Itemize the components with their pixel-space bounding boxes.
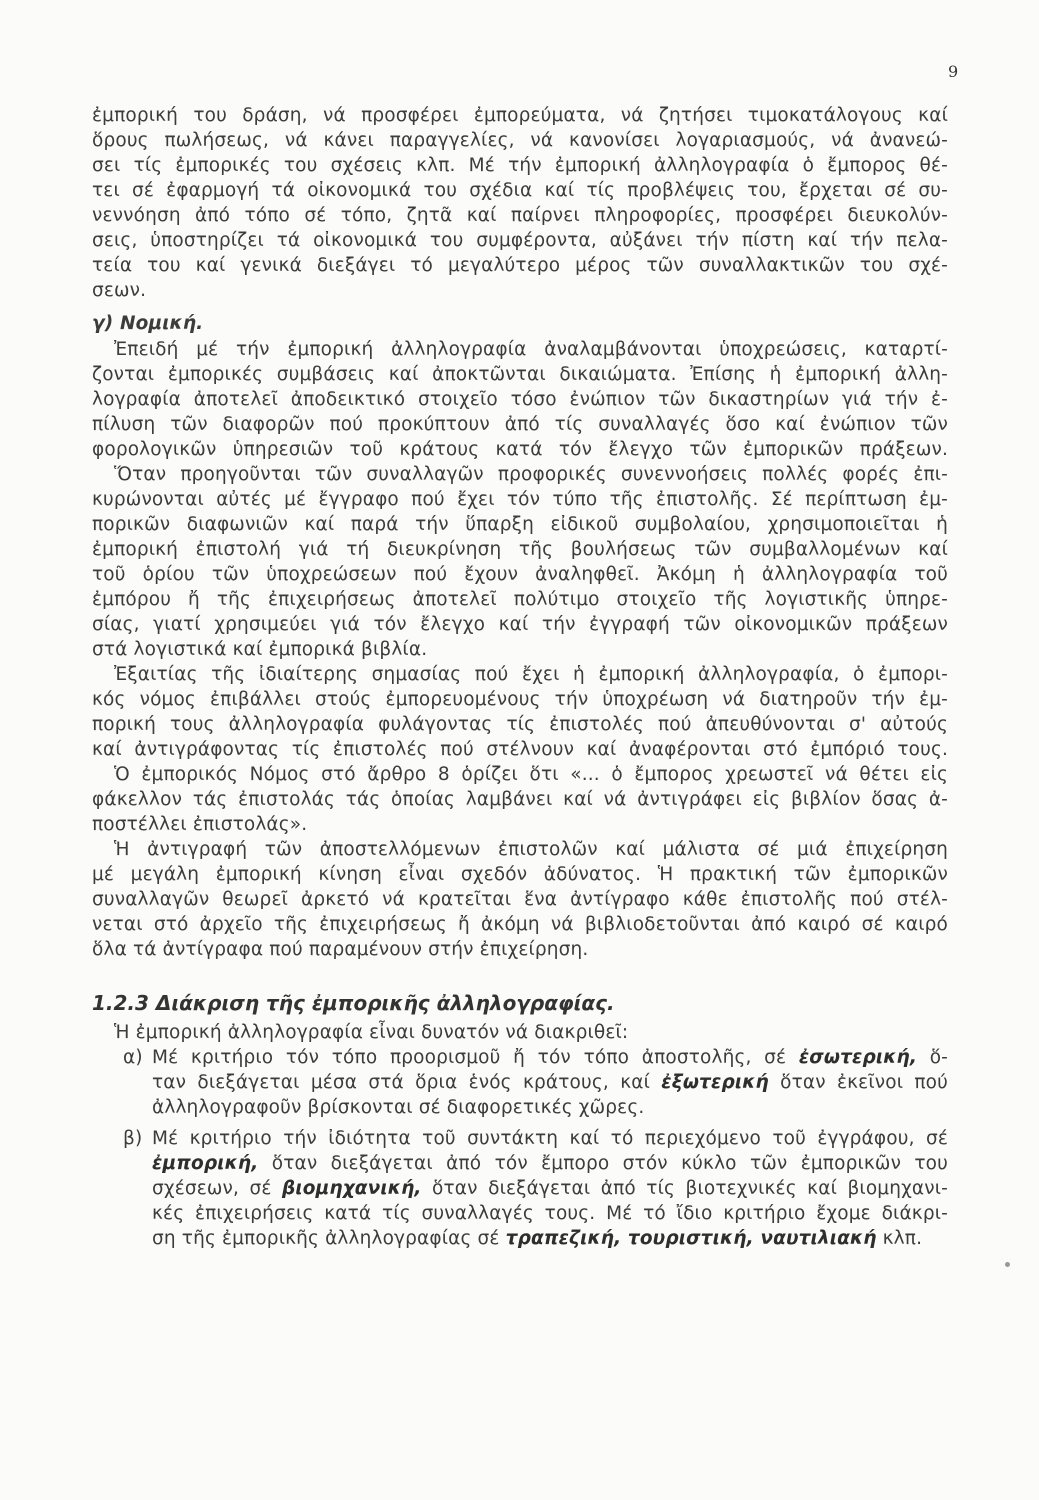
term-commercial: ἐμπορική, (152, 1153, 259, 1174)
scan-speck (1005, 1262, 1010, 1267)
text-line: μέ μεγάλη ἐμπορική κίνηση εἶναι σχεδόν ἀδύνατος. Ἡ πρακτική τῶν ἐμπορικῶν (92, 864, 948, 885)
text-line: σεις, ὑποστηρίζει τά οἰκονομικά του συμφέροντα, αὐξάνει τήν πίστη καί τήν πελα- (92, 230, 948, 251)
text-line: στά λογιστικά καί ἐμπορικά βιβλία. (92, 639, 428, 660)
text-line: Ἡ ἀντιγραφή τῶν ἀποστελλόμενων ἐπιστολῶν καί μάλιστα σέ μιά ἐπιχείρηση (114, 839, 948, 860)
intro-line: Ἡ ἐμπορική ἀλληλογραφία εἶναι δυνατόν νά διακριθεῖ: (114, 1022, 629, 1043)
subheading-legal: γ) Νομική. (92, 313, 204, 334)
list-item-line (92, 1045, 948, 1070)
text-line: συναλλαγῶν θεωρεῖ ἀρκετό νά κρατεῖται ἕνα ἀντίγραφο κάθε ἐπιστολῆς πού στέλ- (92, 889, 948, 910)
text-line: ἐμπορική ἐπιστολή γιά τή διευκρίνηση τῆς βουλήσεως τῶν συμβαλλομένων καί (92, 539, 948, 560)
text-line: Ὅταν προηγοῦνται τῶν συναλλαγῶν προφορικές συνεννοήσεις πολλές φορές ἐπι- (114, 464, 948, 485)
text-line: λογραφία ἀποτελεῖ ἀποδεικτικό στοιχεῖο τόσο ἐνώπιον τῶν δικαστηρίων γιά τήν ἐ- (92, 389, 948, 410)
text-line: νεννόηση ἀπό τόπο σέ τόπο, ζητᾶ καί παίρνει πληροφορίες, προσφέρει διευκολύν- (92, 205, 948, 226)
text-line: πορικῶν διαφωνιῶν καί παρά τήν ὕπαρξη εἰδικοῦ συμβολαίου, χρησιμοποιεῖται ἡ (92, 514, 948, 535)
terms-banking-tourism-shipping: τραπεζική, τουριστική, ναυτιλιακή (505, 1228, 877, 1249)
text-line: πορική τους ἀλληλογραφία φυλάγοντας τίς ἐπιστολές πού ἀπευθύνονται σ' αὐτούς (92, 714, 948, 735)
section-heading: 1.2.3 Διάκριση τῆς ἐμπορικῆς ἀλληλογραφίας. (92, 991, 615, 1015)
paragraph-5 (92, 762, 948, 837)
text-line: ἐμπορική του δράση, νά προσφέρει ἐμπορεύματα, νά ζητήσει τιμοκατάλογους καί (92, 105, 948, 126)
text-line: σίας, γιατί χρησιμεύει γιά τόν ἔλεγχο καί τήν ἐγγραφή τῶν οἰκονομικῶν πράξεων (92, 614, 948, 635)
text-line: Ἐπειδή μέ τήν ἐμπορική ἀλληλογραφία ἀναλαμβάνονται ὑποχρεώσεις, καταρτί- (114, 339, 948, 360)
text-line: ποστέλλει ἐπιστολάς». (92, 814, 308, 835)
text-line: ζονται ἐμπορικές συμβάσεις καί ἀποκτῶνται δικαιώματα. Ἐπίσης ἡ ἐμπορική ἀλλη- (92, 364, 948, 385)
paragraph-2 (92, 337, 948, 462)
list-item-line: ταν διεξάγεται μέσα στά ὅρια ἑνός κράτους, καί ἐξωτερική ὅταν ἐκεῖνοι πού (152, 1072, 948, 1093)
list-item-text: Μέ κριτήριο τήν ἰδιότητα τοῦ συντάκτη καί τό περιεχόμενο τοῦ ἐγγράφου, σέ (152, 1128, 948, 1149)
text-line: τεία του καί γενικά διεξάγει τό μεγαλύτερο μέρος τῶν συναλλακτικῶν του σχέ- (92, 255, 948, 276)
paragraph-3 (92, 462, 948, 662)
page-body (92, 103, 948, 1251)
text-line: ἐμπόρου ἤ τῆς ἐπιχειρήσεως ἀποτελεῖ πολύτιμο στοιχεῖο τῆς λογιστικῆς ὑπηρε- (92, 589, 948, 610)
paragraph-4 (92, 662, 948, 762)
term-foreign: ἐξωτερική (661, 1072, 769, 1093)
list-item-line: ση τῆς ἐμπορικῆς ἀλληλογραφίας σέ τραπεζική, τουριστική, ναυτιλιακή κλπ. (152, 1228, 923, 1249)
text-line: Ὁ ἐμπορικός Νόμος στό ἄρθρο 8 ὁρίζει ὅτι «... ὁ ἔμπορος χρεωστεῖ νά θέτει εἰς (114, 764, 948, 785)
list-marker: β) (123, 1128, 143, 1149)
text-line: ὅλα τά ἀντίγραφα πού παραμένουν στήν ἐπιχείρηση. (92, 939, 589, 960)
page-number: 9 (948, 62, 959, 81)
list-item-line: ἀλληλογραφοῦν βρίσκονται σέ διαφορετικές χῶρες. (152, 1097, 645, 1118)
text-line: καί ἀντιγράφοντας τίς ἐπιστολές πού στέλνουν καί ἀναφέρονται στό ἐμπόριό τους. (92, 739, 948, 760)
text-line: κός νόμος ἐπιβάλλει στούς ἐμπορευομένους τήν ὑποχρέωση νά διατηροῦν τήν ἐμ- (92, 689, 948, 710)
text-line: φάκελλον τάς ἐπιστολάς τάς ὁποίας λαμβάνει καί νά ἀντιγράφει εἰς βιβλίον ὅσας ἀ- (92, 789, 948, 810)
text-line: πίλυση τῶν διαφορῶν πού προκύπτουν ἀπό τίς συναλλαγές ὅσο καί ἐνώπιον τῶν (92, 414, 948, 435)
list-item-b (92, 1126, 948, 1251)
text-line: σει τίς ἐμπορικές του σχέσεις κλπ. Μέ τήν ἐμπορική ἀλληλογραφία ὁ ἔμπορος θέ- (92, 155, 948, 176)
text-line: τοῦ ὁρίου τῶν ὑποχρεώσεων πού ἔχουν ἀναληφθεῖ. Ἀκόμη ἡ ἀλληλογραφία τοῦ (92, 564, 948, 585)
text-line: νεται στό ἀρχεῖο τῆς ἐπιχειρήσεως ἤ ἀκόμη νά βιβλιοδετοῦνται ἀπό καιρό σέ καιρό (92, 914, 948, 935)
text-line: ὅρους πωλήσεως, νά κάνει παραγγελίες, νά κανονίσει λογαριασμούς, νά ἀνανεώ- (92, 130, 948, 151)
text-line: φορολογικῶν ὑπηρεσιῶν τοῦ κράτους κατά τόν ἔλεγχο τῶν ἐμπορικῶν πράξεων. (92, 439, 948, 460)
list-item-line: σχέσεων, σέ βιομηχανική, ὅταν διεξάγεται ἀπό τίς βιοτεχνικές καί βιομηχανι- (152, 1178, 948, 1199)
text-line: σεων. (92, 280, 147, 301)
text-line: τει σέ ἐφαρμογή τά οἰκονομικά του σχέδια καί τίς προβλέψεις του, ἔρχεται σέ συ- (92, 180, 948, 201)
term-domestic: ἐσωτερική, (798, 1047, 918, 1068)
list-item-text: Μέ κριτήριο τόν τόπο προορισμοῦ ἤ τόν τόπο ἀποστολῆς, σέ ἐσωτερική, ὅ- (152, 1047, 948, 1068)
text-line: Ἐξαιτίας τῆς ἰδιαίτερης σημασίας πού ἔχει ἡ ἐμπορική ἀλληλογραφία, ὁ ἐμπορι- (114, 664, 948, 685)
paragraph-1 (92, 103, 948, 303)
term-industrial: βιομηχανική, (282, 1178, 422, 1199)
list-item-line: κές ἐπιχειρήσεις κατά τίς συναλλαγές τους. Μέ τό ἴδιο κριτήριο ἔχομε διάκρι- (152, 1203, 948, 1224)
list-item-line: ἐμπορική, ὅταν διεξάγεται ἀπό τόν ἔμπορο στόν κύκλο τῶν ἐμπορικῶν του (152, 1153, 948, 1174)
text-line: κυρώνονται αὐτές μέ ἔγγραφο πού ἔχει τόν τύπο τῆς ἐπιστολῆς. Σέ περίπτωση ἐμ- (92, 489, 948, 510)
paragraph-6 (92, 837, 948, 962)
list-marker: α) (123, 1047, 143, 1068)
list-item-line (92, 1126, 948, 1151)
list-item-a (92, 1045, 948, 1120)
